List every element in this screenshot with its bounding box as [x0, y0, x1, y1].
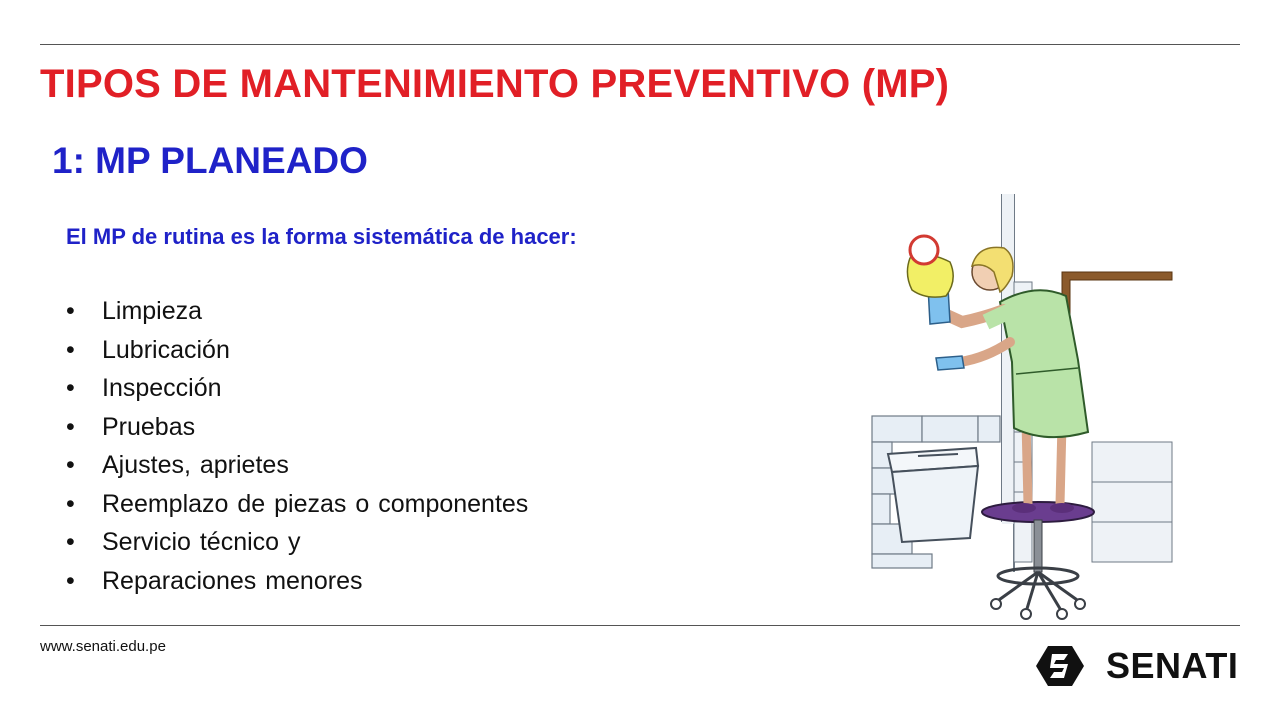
top-divider [40, 44, 1240, 45]
bullet: • [66, 297, 75, 325]
list-item-label: Servicio técnico y [102, 528, 301, 556]
list-item [66, 485, 528, 524]
list-item-label: Reemplazo de piezas o componentes [102, 489, 529, 518]
list-item-label: Reparaciones menores [102, 566, 363, 595]
list-item [66, 369, 528, 408]
cleaning-woman-illustration [866, 192, 1176, 624]
bullet: • [66, 566, 75, 595]
footer-url[interactable]: www.senati.edu.pe [40, 638, 166, 655]
list-item [66, 446, 528, 485]
logo-text: SENATI [1106, 645, 1239, 686]
slide-subtitle: 1: MP PLANEADO [52, 140, 368, 181]
list-item-label: Pruebas [102, 412, 196, 441]
list-item [66, 562, 528, 601]
bullet: • [66, 335, 75, 364]
list-item-label: Lubricación [102, 335, 230, 364]
senati-logo [1034, 642, 1238, 690]
bullet: • [66, 528, 75, 556]
bullet: • [66, 451, 75, 479]
list-item [66, 331, 528, 370]
intro-text: El MP de rutina es la forma sistemática de hacer: [66, 224, 577, 249]
list-item-label: Inspección [102, 374, 222, 402]
bullet: • [66, 489, 75, 518]
list-item [66, 523, 528, 562]
bottom-divider [40, 625, 1240, 626]
list-item [66, 292, 528, 331]
list-item-label: Limpieza [102, 297, 203, 325]
list-item-label: Ajustes, aprietes [102, 451, 289, 479]
list-item [66, 408, 528, 447]
bullet: • [66, 412, 75, 441]
maintenance-list [66, 292, 528, 600]
slide-title: TIPOS DE MANTENIMIENTO PREVENTIVO (MP) [40, 62, 950, 106]
senati-logo-icon [1034, 642, 1086, 690]
bullet: • [66, 374, 75, 402]
